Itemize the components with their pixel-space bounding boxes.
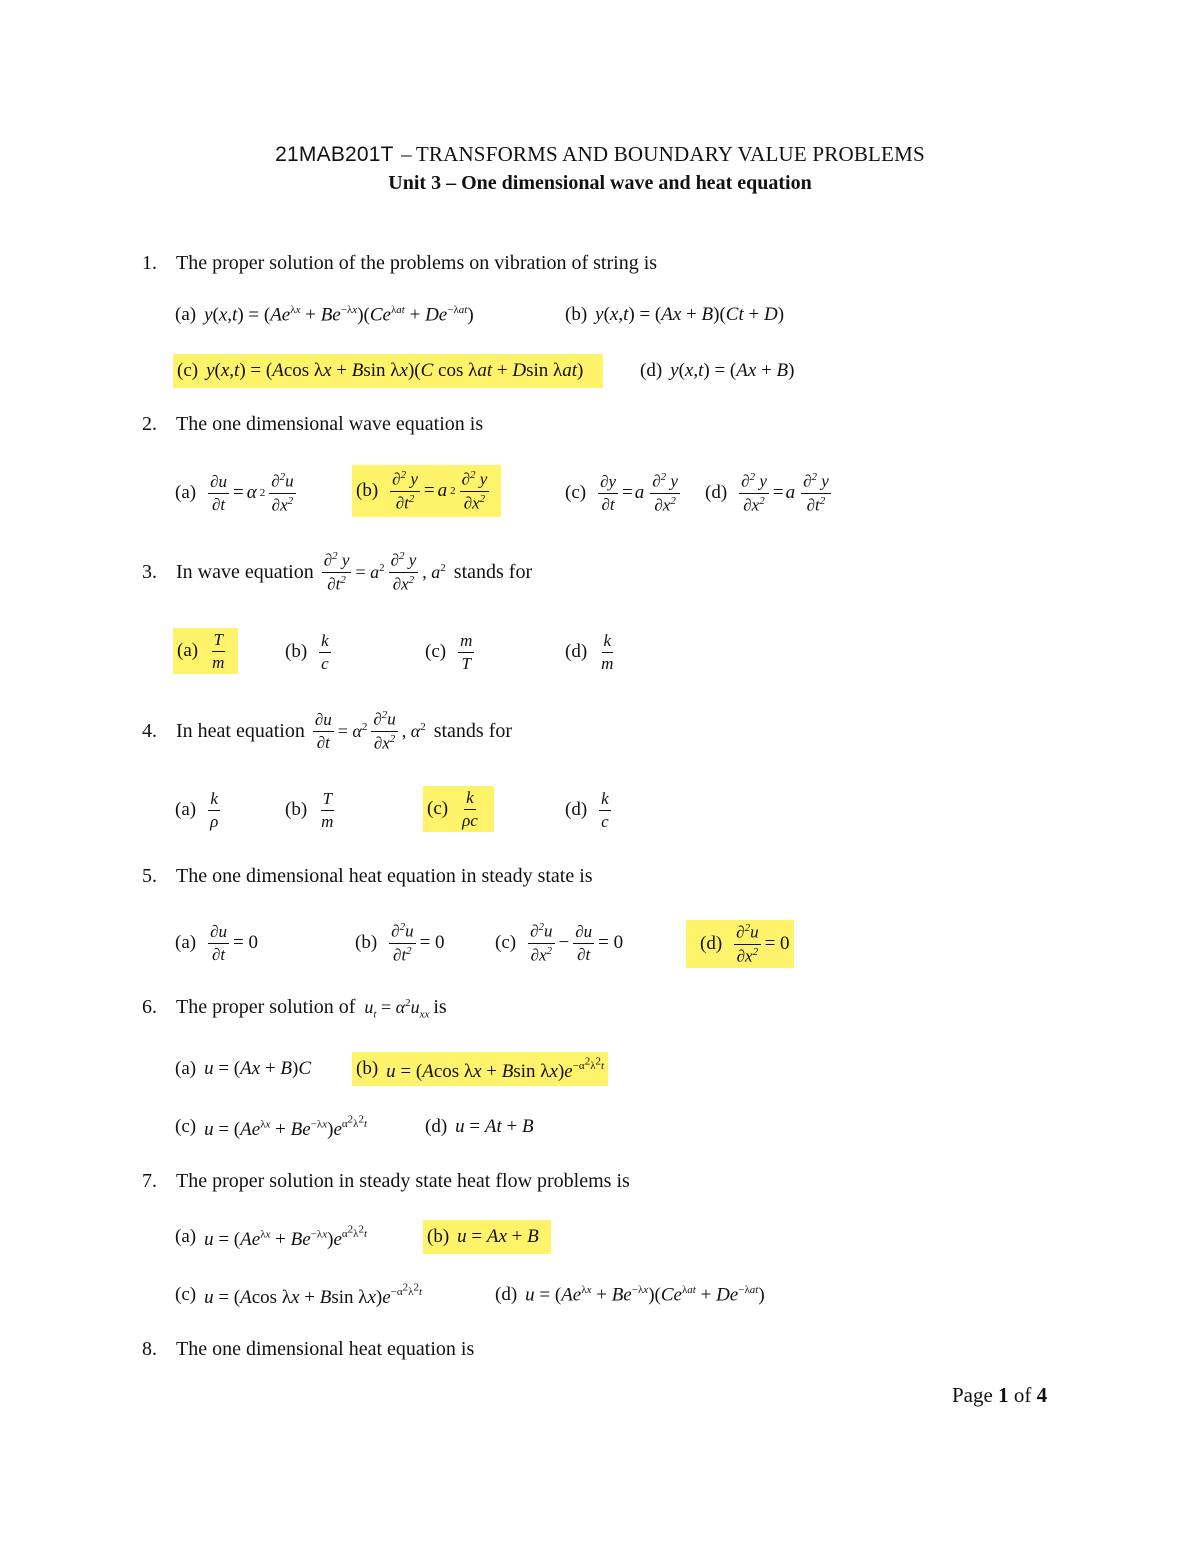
q3-option-c: (c) $\frac{m}{T}$: [425, 630, 473, 673]
q1-option-a: (a) $y(x,t) = (Ae^{\lambda x} + Be^{-\lambda x})(Ce^{\lambda at} + De^{-\lambda at})$: [175, 303, 474, 326]
unit-subtitle: Unit 3 – One dimensional wave and heat equation: [388, 172, 812, 194]
q3-option-d: (d) $\frac{k}{m}$: [565, 630, 614, 673]
q1-option-c-expr: y(x,t) = (Acos λx + Bsin λx)(C cos λat + Dsin λat): [206, 360, 584, 381]
q6-option-b: (b) u = (Acos λx + Bsin $\lambda x)e^{-\alpha^2\lambda^2t}$: [352, 1052, 608, 1086]
q2-option-b: (b) $\frac{\partial^2 y}{\partial t^2}$ = a 2 $\frac{\partial^2 y}{\partial x^2}$: [352, 465, 501, 517]
course-title: TRANSFORMS AND BOUNDARY VALUE PROBLEMS: [415, 142, 925, 166]
q1-option-b-expr: y(x,t) = (Ax + B)(Ct + D): [595, 304, 785, 325]
question-3: 3. In wave equation $\frac{\partial^2 y}{\partial t^2}$ = $a^2$ $\frac{\partial^2 y}{\partial x^2}$ , $a^2$ stands for: [142, 550, 533, 594]
q3-option-b: (b) $\frac{k}{c}$: [285, 630, 329, 673]
q2-option-a: (a) $\frac{\partial u}{\partial t}$ = α 2 $\frac{\partial^2u}{\partial x^2}$: [175, 471, 294, 515]
question-7: 7. The proper solution in steady state heat flow problems is: [142, 1170, 630, 1192]
q5-option-b: (b) $\frac{\partial^2u}{\partial t^2}$ = 0: [355, 921, 445, 965]
course-code: 21MAB201T: [275, 143, 394, 166]
q4-option-c: (c) $\frac{k}{\rho c}$: [423, 786, 494, 832]
q1-option-a-expr: $y(x,t) = (Ae^{\lambda x} + Be^{-\lambda x})(Ce^{\lambda at} + De^{-\lambda at})$: [204, 303, 474, 326]
q4-option-b: (b) $\frac{T}{m}$: [285, 788, 334, 831]
q7-option-c: (c) u = (Acos λx + Bsin $\lambda x)e^{-\alpha^2\lambda^2t}$: [175, 1281, 423, 1308]
q4-option-a: (a) $\frac{k}{\rho}$: [175, 788, 219, 831]
question-text: The proper solution of the problems on vibration of string is: [176, 252, 658, 274]
page-number: Page 1 of 4: [952, 1383, 1048, 1407]
question-1: [142, 252, 657, 275]
q7-option-b: (b) u = Ax + B: [423, 1220, 551, 1254]
q5-option-c: (c) $\frac{\partial^2u}{\partial x^2}$ − $\frac{\partial u}{\partial t}$ = 0: [495, 921, 624, 965]
question-4: 4. In heat equation $\frac{\partial u}{\partial t}$ = $\alpha^2$ $\frac{\partial^2u}{\partial x^2}$ , $\alpha^2$ stands for: [142, 709, 513, 753]
q1-option-c: (c) y(x,t) = (Acos λx + Bsin λx)(C cos λat + Dsin λat): [173, 354, 603, 388]
question-6: 6. The proper solution of $u_t = \alpha^2u_{xx}$ is: [142, 996, 447, 1021]
question-8: 8. The one dimensional heat equation is: [142, 1338, 475, 1360]
question-2: 2. The one dimensional wave equation is: [142, 413, 484, 435]
question-number: 1.: [142, 252, 157, 274]
q1-option-b: (b) y(x,t) = (Ax + B)(Ct + D): [565, 304, 785, 325]
q2-option-c: (c) $\frac{\partial y}{\partial t}$ = a $\frac{\partial^2 y}{\partial x^2}$: [565, 471, 678, 515]
q1-option-d-expr: y(x,t) = (Ax + B): [670, 360, 795, 381]
q4-option-d: (d) $\frac{k}{c}$: [565, 788, 609, 831]
q2-option-d: (d) $\frac{\partial^2 y}{\partial x^2}$ = a $\frac{\partial^2 y}{\partial t^2}$: [705, 471, 829, 515]
q6-option-c: (c) $u = (Ae^{\lambda x} + Be^{-\lambda x})e^{\alpha^2\lambda^2t}$: [175, 1113, 368, 1140]
question-5: 5. The one dimensional heat equation in steady state is: [142, 865, 593, 887]
q7-option-d: (d) $u = (Ae^{\lambda x} + Be^{-\lambda x})(Ce^{\lambda at} + De^{-\lambda at})$: [495, 1283, 765, 1306]
q1-option-d: (d) y(x,t) = (Ax + B): [640, 360, 795, 381]
q5-option-a: (a) $\frac{\partial u}{\partial t}$ = 0: [175, 921, 258, 964]
q3-option-a: (a) $\frac{T}{m}$: [173, 628, 238, 674]
q6-option-d: (d) u = At + B: [425, 1116, 534, 1137]
title-dash: –: [401, 142, 412, 166]
document-title: [0, 142, 1200, 167]
q6-option-a: (a) u = (Ax + B)C: [175, 1058, 312, 1079]
q5-option-d: (d) $\frac{\partial^2u}{\partial x^2}$ = 0: [686, 920, 794, 968]
q7-option-a: (a) $u = (Ae^{\lambda x} + Be^{-\lambda x})e^{\alpha^2\lambda^2t}$: [175, 1223, 368, 1250]
